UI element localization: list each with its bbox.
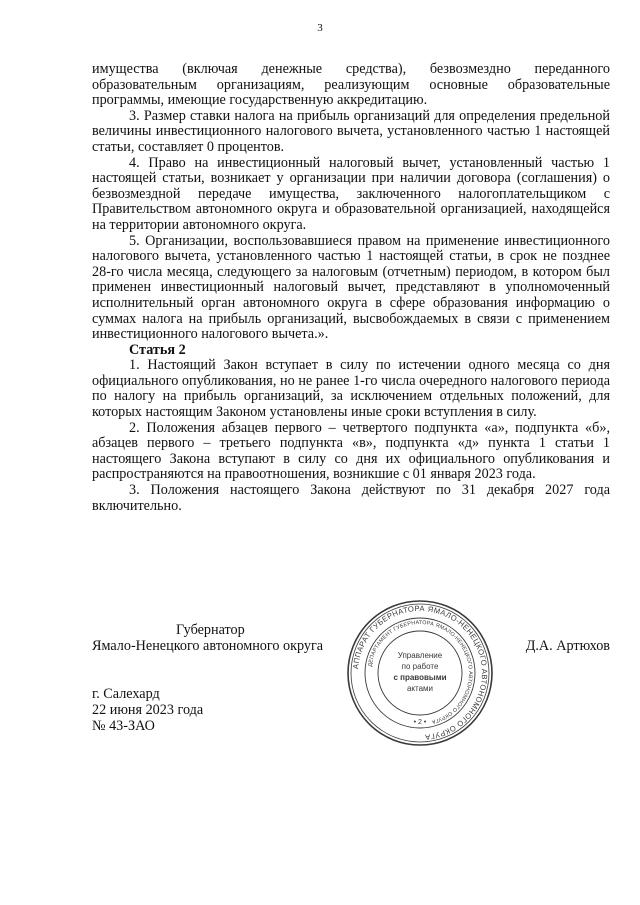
stamp-inner-text: ДЕПАРТАМЕНТ ГУБЕРНАТОРА ЯМАЛО-НЕНЕЦКОГО АВТОНОМНОГО ОКРУГА [367,619,474,725]
document-footer [92,686,203,734]
paragraph-continuation: имущества (включая денежные средства), безвозмездно переданного образовательным организациям, реализующим основные образовательные программы, имеющие государственную аккредитацию. [92,61,610,109]
signatory-name: Д.А. Артюхов [525,638,610,654]
page-number: 3 [317,22,323,34]
paragraph-item-3: 3. Размер ставки налога на прибыль организаций для определения предельной величины инвестиционного налогового вычета, установленного частью 1 настоящей статьи, составляет 0 процентов. [92,107,610,155]
stamp-outer-text: АППАРАТ ГУБЕРНАТОРА ЯМАЛО-НЕНЕЦКОГО АВТОНОМНОГО ОКРУГА [351,603,490,742]
stamp-center-line-4: актами [406,684,434,693]
article-2-item-1: 1. Настоящий Закон вступает в силу по истечении одного месяца со дня официального опубликования, но не ранее 1-го числа очередного налогового периода по налогу на прибыль организаций, за исключением отдельных положений, для которых настоящим Законом установлены иные сроки вступления в силу. [92,357,610,421]
stamp-center-line-2: по работе [401,662,439,671]
stamp-seal-icon [345,598,495,748]
stamp-number: • 2 • [413,719,427,726]
official-stamp [345,598,495,748]
document-body [92,62,610,514]
signing-date: 22 июня 2023 года [92,702,204,718]
signatory-title: Губернатор [176,622,245,638]
article-2-item-3: 3. Положения настоящего Закона действуют по 31 декабря 2027 года включительно. [92,482,610,514]
paragraph-item-4: 4. Право на инвестиционный налоговый вычет, установленный частью 1 настоящей статьи, возникает у организации при наличии договора (соглашения) о безвозмездной передаче имущества, заключенного налогоплательщиком с Правительством автономного округа и образовательной организацией, находящейся на территории автономного округа. [92,154,610,233]
stamp-center-line-1: Управление [397,651,443,660]
paragraph-item-5: 5. Организации, воспользовавшиеся правом на применение инвестиционного налогового вычета, установленного частью 1 настоящей статьи, в срок не позднее 28-го числа месяца, следующего за налоговым (отчетным) периодом, в котором был применен инвестиционный налоговый вычет, представляют в уполномоченный исполнительный орган автономного округа в сфере образования информацию о суммах налога на прибыль организаций, высвобождаемых в связи с применением инвестиционного налогового вычета.». [92,232,610,343]
signing-city: г. Салехард [92,686,160,702]
stamp-center-line-3: с правовыми [393,673,447,682]
article-2-item-2: 2. Положения абзацев первого – четвертого подпункта «а», подпункта «б», абзацев первого – третьего подпункта «в», подпункта «д» пункта 1 статьи 1 настоящего Закона вступают в силу со дня их официального опубликования и распространяются на правоотношения, возникшие с 01 января 2023 года. [92,419,610,483]
signatory-region: Ямало-Ненецкого автономного округа [92,638,324,654]
article-2-heading: Статья 2 [129,341,186,358]
law-number: № 43-ЗАО [92,718,155,734]
